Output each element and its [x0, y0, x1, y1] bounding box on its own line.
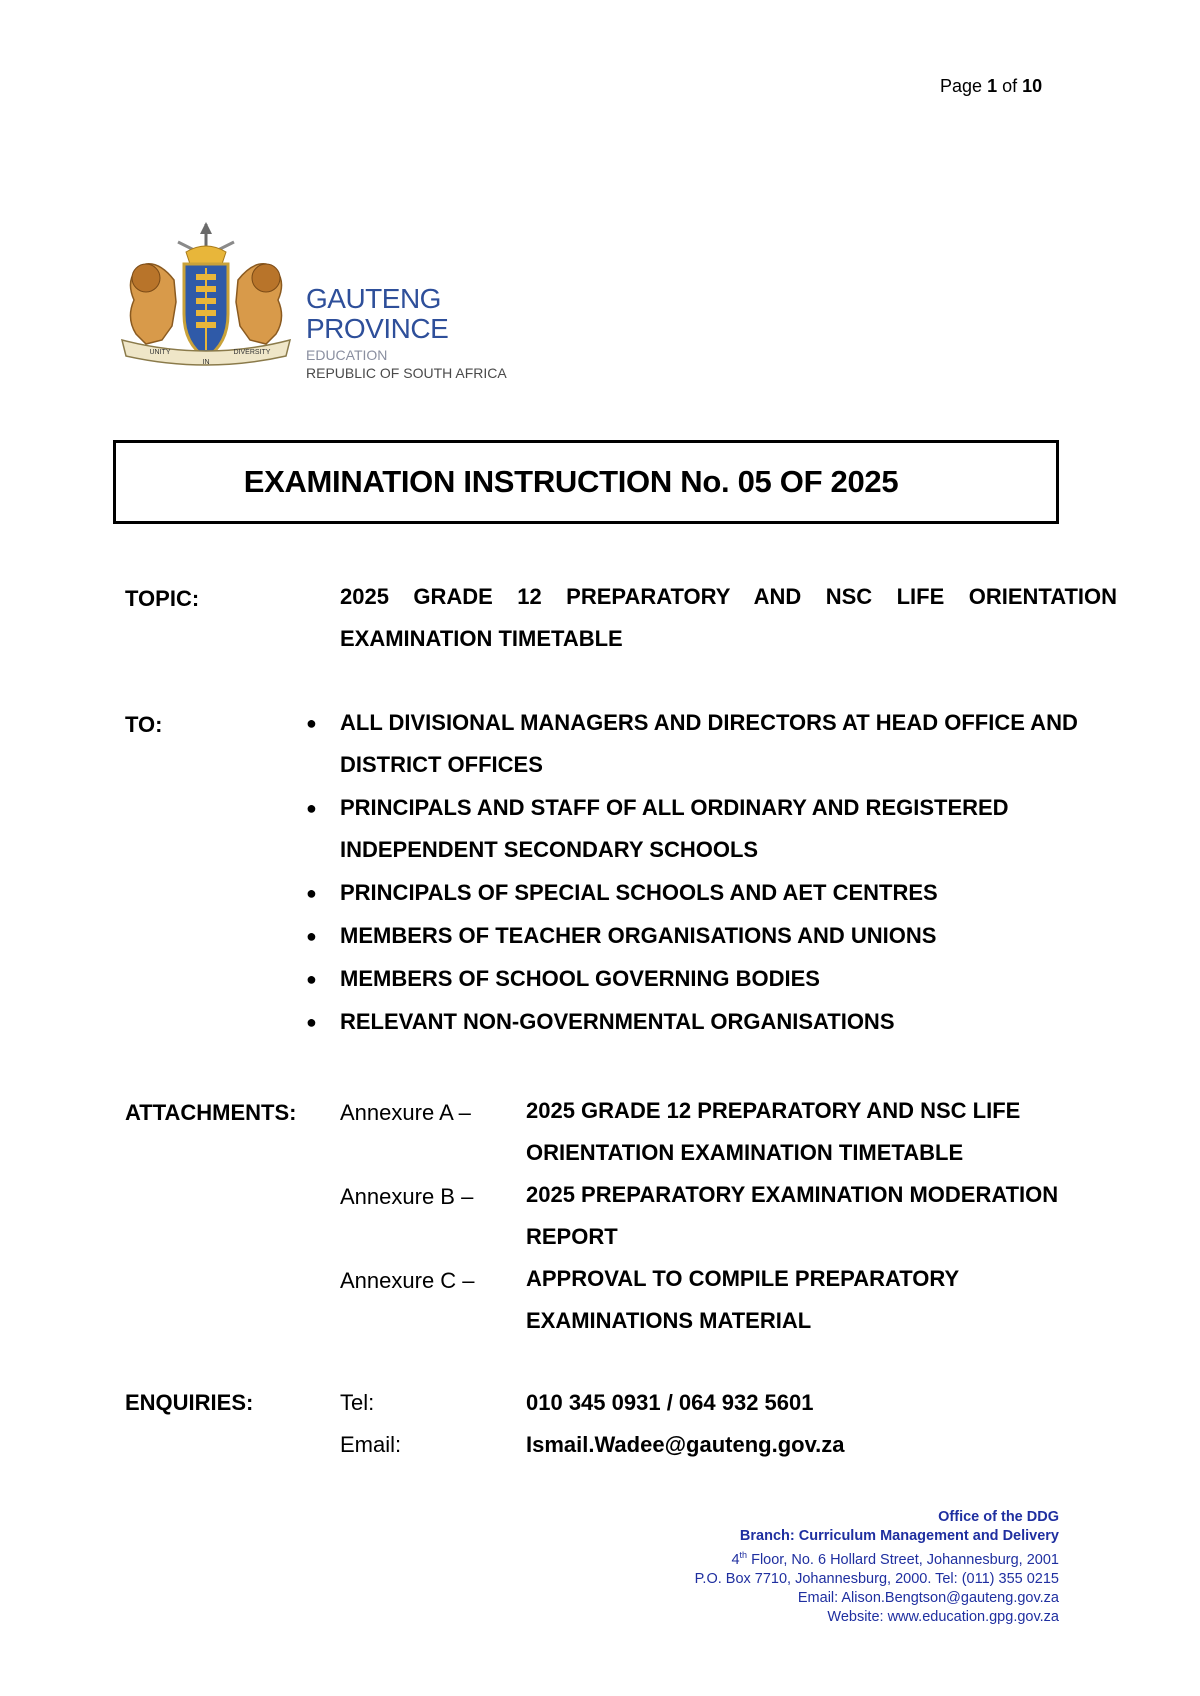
- bullet-icon: ●: [306, 713, 317, 733]
- attachment-key: Annexure A –: [340, 1100, 471, 1125]
- list-item: [300, 702, 1120, 786]
- document-title: EXAMINATION INSTRUCTION No. 05 OF 2025: [243, 464, 899, 499]
- recipient-text: RELEVANT NON-GOVERNMENTAL ORGANISATIONS: [340, 1009, 895, 1034]
- logo-text: [306, 284, 586, 382]
- bullet-icon: ●: [306, 798, 317, 818]
- tel-value: 010 345 0931 / 064 932 5601: [526, 1390, 814, 1415]
- to-label: TO:: [125, 712, 163, 737]
- page-current: 1: [987, 76, 998, 96]
- enquiries-label: ENQUIRIES:: [125, 1390, 254, 1415]
- page-number: [940, 76, 1042, 97]
- email-label: Email:: [340, 1432, 402, 1457]
- page-total: 10: [1022, 76, 1043, 96]
- bullet-icon: ●: [306, 883, 317, 903]
- address-suffix: th: [739, 1550, 748, 1560]
- address-rest: Floor, No. 6 Hollard Street, Johannesburg, 2001: [747, 1551, 1059, 1568]
- attachment-value: 2025 PREPARATORY EXAMINATION MODERATION REPORT: [526, 1182, 1059, 1249]
- bullet-icon: ●: [306, 969, 317, 989]
- list-item: [300, 915, 1120, 957]
- logo-province: GAUTENG PROVINCE: [306, 283, 449, 344]
- bullet-icon: ●: [306, 926, 317, 946]
- attachment-value: APPROVAL TO COMPILE PREPARATORY EXAMINATIONS MATERIAL: [526, 1266, 959, 1333]
- recipient-text: PRINCIPALS AND STAFF OF ALL ORDINARY AND REGISTERED INDEPENDENT SECONDARY SCHOOLS: [340, 795, 1009, 862]
- bullet-icon: ●: [306, 1012, 317, 1032]
- footer-po-box: P.O. Box 7710, Johannesburg, 2000. Tel: (011) 355 0215: [694, 1570, 1059, 1587]
- recipient-text: PRINCIPALS OF SPECIAL SCHOOLS AND AET CENTRES: [340, 880, 938, 905]
- topic-text: 2025 GRADE 12 PREPARATORY AND NSC LIFE ORIENTATION EXAMINATION TIMETABLE: [340, 584, 1117, 651]
- title-box: [113, 440, 1059, 524]
- address-number: 4: [731, 1551, 740, 1568]
- logo-country: REPUBLIC OF SOUTH AFRICA: [306, 365, 507, 381]
- recipient-text: ALL DIVISIONAL MANAGERS AND DIRECTORS AT HEAD OFFICE AND DISTRICT OFFICES: [340, 710, 1078, 777]
- attachment-key: Annexure B –: [340, 1184, 474, 1209]
- topic-label: TOPIC:: [125, 586, 200, 611]
- attachments-label: ATTACHMENTS:: [125, 1100, 297, 1125]
- email-value[interactable]: Ismail.Wadee@gauteng.gov.za: [526, 1432, 845, 1457]
- logo-department: EDUCATION: [306, 347, 388, 363]
- attachment-key: Annexure C –: [340, 1268, 475, 1293]
- attachment-value: 2025 GRADE 12 PREPARATORY AND NSC LIFE ORIENTATION EXAMINATION TIMETABLE: [526, 1098, 1021, 1165]
- list-item: [300, 1001, 1120, 1043]
- list-item: [300, 958, 1120, 1000]
- crest-motto-right: DIVERSITY: [233, 349, 271, 356]
- crest-motto-mid: IN: [202, 359, 210, 366]
- footer-email[interactable]: Email: Alison.Bengtson@gauteng.gov.za: [797, 1589, 1059, 1606]
- footer-contact: [695, 1508, 1059, 1627]
- footer-branch: Branch: Curriculum Management and Delivery: [739, 1528, 1059, 1544]
- recipient-text: MEMBERS OF TEACHER ORGANISATIONS AND UNIONS: [340, 923, 937, 948]
- gauteng-logo: [116, 222, 586, 381]
- coat-of-arms-icon: [116, 222, 296, 372]
- recipient-text: MEMBERS OF SCHOOL GOVERNING BODIES: [340, 966, 820, 991]
- list-item: [300, 787, 1120, 871]
- crest-motto-left: UNITY: [149, 349, 171, 356]
- page-of: of: [1002, 76, 1018, 96]
- tel-label: Tel:: [340, 1390, 375, 1415]
- page-label: Page: [940, 76, 983, 96]
- list-item: [300, 872, 1120, 914]
- footer-office: Office of the DDG: [938, 1509, 1059, 1525]
- footer-website[interactable]: Website: www.education.gpg.gov.za: [827, 1608, 1059, 1625]
- recipient-list: [300, 702, 1120, 1044]
- footer-address: [695, 1546, 1059, 1570]
